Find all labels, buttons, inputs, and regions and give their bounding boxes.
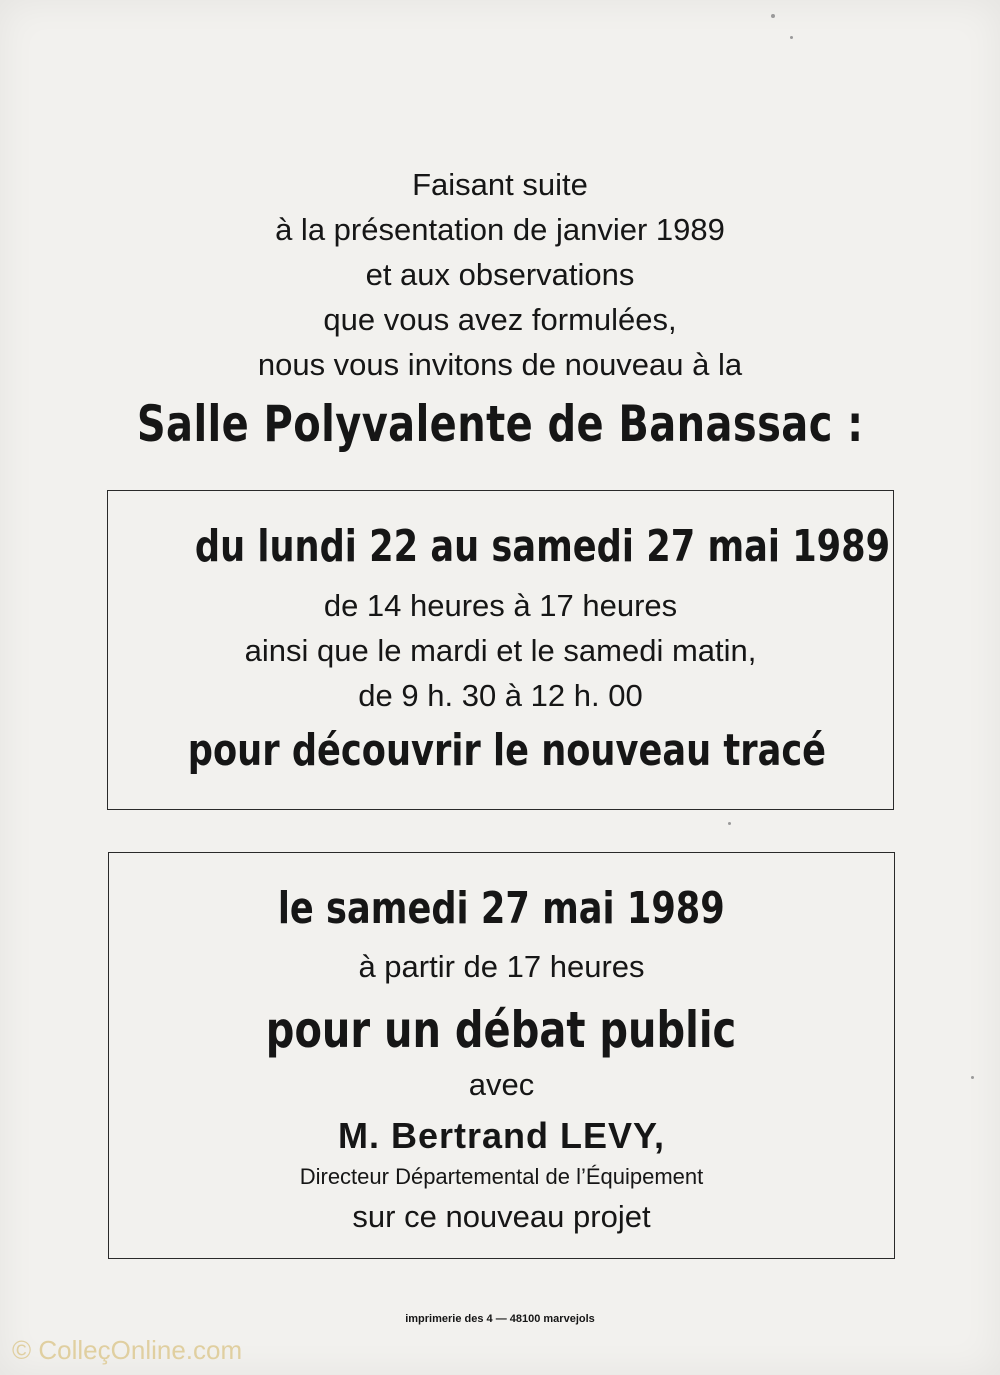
debate-role: Directeur Départemental de l’Équipement [299, 1164, 704, 1189]
debate-person: M. Bertrand LEVY, [337, 1115, 666, 1156]
paper-speck [790, 36, 793, 39]
debate-date: le samedi 27 mai 1989 [278, 883, 725, 934]
venue-heading: Salle Polyvalente de Banassac : [136, 395, 864, 453]
schedule-hours: de 14 heures à 17 heures [323, 588, 678, 623]
schedule-extra: ainsi que le mardi et le samedi matin, [244, 633, 757, 668]
intro-line-5: nous vous invitons de nouveau à la [257, 347, 743, 382]
paper-speck [971, 1076, 974, 1079]
schedule-morning: de 9 h. 30 à 12 h. 00 [358, 678, 643, 713]
paper-speck [771, 14, 775, 18]
debate-purpose: pour un débat public [266, 1001, 737, 1059]
schedule-dates-row [108, 521, 893, 572]
intro-line-4: que vous avez formulées, [323, 302, 677, 337]
venue-heading-row [0, 395, 1000, 453]
schedule-purpose: pour découvrir le nouveau tracé [187, 725, 827, 776]
printer-credit: imprimerie des 4 — 48100 marvejols [405, 1313, 595, 1325]
schedule-dates: du lundi 22 au samedi 27 mai 1989 [194, 521, 891, 572]
schedule-purpose-row [108, 725, 893, 776]
intro-line-2: à la présentation de janvier 1989 [275, 212, 725, 247]
debate-time: à partir de 17 heures [358, 949, 645, 984]
debate-box [108, 852, 895, 1259]
debate-date-row [109, 883, 894, 934]
debate-purpose-row [109, 1001, 894, 1059]
debate-with: avec [468, 1067, 535, 1102]
intro-line-3: et aux observations [365, 257, 635, 292]
collection-watermark: © ColleçOnline.com [12, 1335, 243, 1365]
paper-speck [728, 822, 731, 825]
intro-line-1: Faisant suite [412, 167, 588, 202]
debate-topic: sur ce nouveau projet [352, 1199, 651, 1234]
schedule-box [107, 490, 894, 810]
